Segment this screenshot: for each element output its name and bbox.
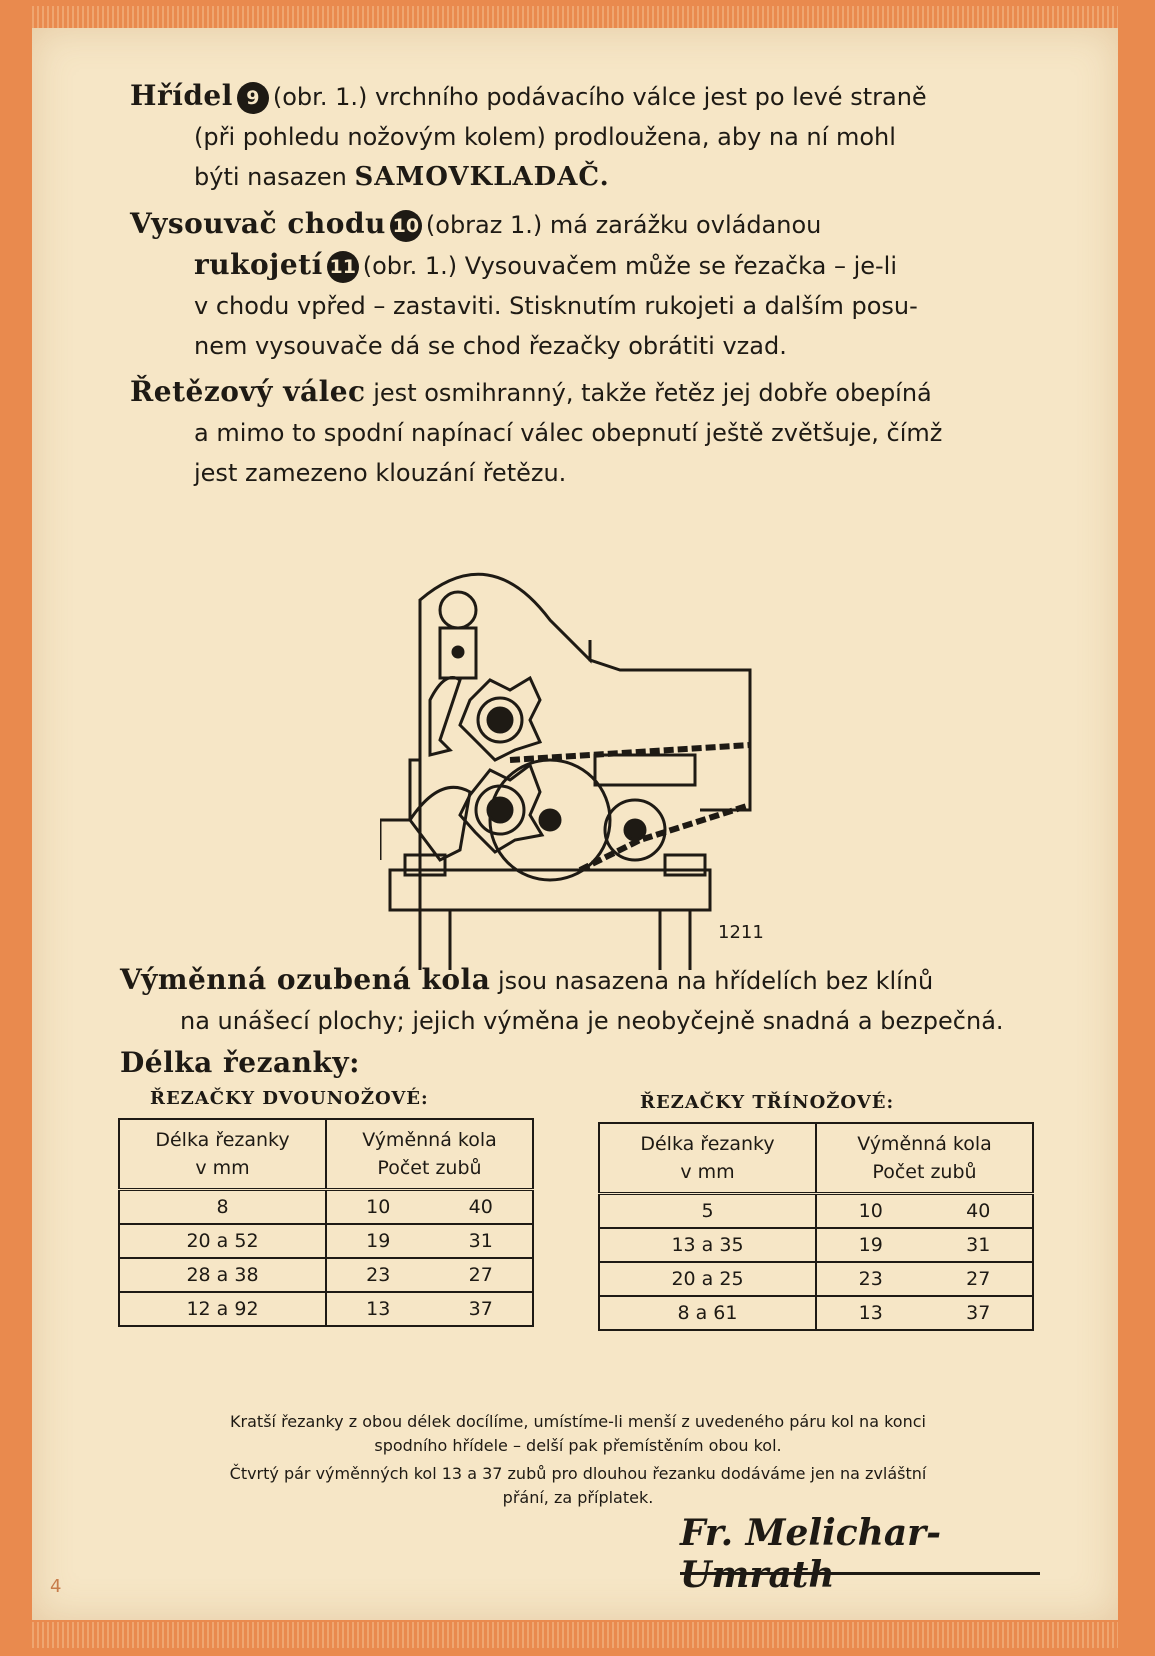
note-fourth-pair: Čtvrtý pár výměnných kol 13 a 37 zubů pro dlouhou řezanku dodáváme jen na zvláštní přání, za příplatek. [229,1464,927,1507]
table-dvounozove: Délka řezanky v mm Výměnná kola Počet zubů 8 10 40 20 a 52 19 31 28 a 38 23 27 12 a 92 13 37 [118,1118,534,1327]
page-number: 4 [50,1576,62,1597]
table-left-title: ŘEZAČKY DVOUNOŽOVÉ: [150,1088,429,1109]
term-vysouvac-chodu: Vysouvač chodu [130,207,386,240]
table-row: 12 a 92 13 37 [119,1292,533,1326]
paragraph-hridel: Hřídel 9 (obr. 1.) vrchního podávacího válce jest po levé straně (při pohledu nožovým kolem) prodloužena, aby na ní mohl býti nasazen SAMOVKLADAČ. [130,79,927,192]
note-shorter-cut: Kratší řezanky z obou délek docílíme, umístíme-li menší z uvedeného páru kol na konci spodního hřídele – delší pak přemístěním obou kol. [230,1412,926,1455]
callout-10: 10 [390,210,422,242]
bottom-border [32,1622,1118,1648]
table-row: 8 a 61 13 37 [599,1296,1033,1330]
table-row: 5 10 40 [599,1194,1033,1229]
machine-drawing [380,560,800,980]
signature: Fr. Melichar-Umrath [680,1512,1040,1575]
table-row: 20 a 52 19 31 [119,1224,533,1258]
term-rukojeti: rukojetí [194,248,323,281]
table-row: 20 a 25 23 27 [599,1262,1033,1296]
top-border [32,6,1118,28]
term-vymenna-kola: Výměnná ozubená kola [120,963,491,996]
callout-9: 9 [237,82,269,114]
figure-number: 1211 [718,922,764,943]
table-row: 28 a 38 23 27 [119,1258,533,1292]
table-row: 8 10 40 [119,1190,533,1225]
term-retezovy-valec: Řetězový válec [130,375,366,408]
table-row: 13 a 35 19 31 [599,1228,1033,1262]
paragraph-retezovy-valec: Řetězový válec jest osmihranný, takže řetěz jej dobře obepíná a mimo to spodní napínací válec obepnutí ještě zvětšuje, čímž jest zamezeno klouzání řetězu. [130,375,943,487]
section-title: Délka řezanky: [120,1046,360,1079]
term-hridel: Hřídel [130,79,233,112]
callout-11: 11 [327,251,359,283]
table-trinozove: Délka řezanky v mm Výměnná kola Počet zubů 5 10 40 13 a 35 19 31 20 a 25 23 27 8 a 61 13 37 [598,1122,1034,1331]
paragraph-vysouvac: Vysouvač chodu 10 (obraz 1.) má zarážku ovládanou rukojetí 11 (obr. 1.) Vysouvačem může se řezačka – je-li v chodu vpřed – zastaviti. Stisknutím rukojeti a dalším posu- nem vysouvače dá se chod řezačky obrátiti vzad. [130,207,918,360]
table-right-title: ŘEZAČKY TŘÍNOŽOVÉ: [640,1092,895,1113]
paragraph-vymenna-kola: Výměnná ozubená kola jsou nasazena na hřídelích bez klínů na unášecí plochy; jejich výměna je neobyčejně snadná a bezpečná. [120,963,1004,1035]
term-samovkladac: SAMOVKLADAČ. [354,162,610,192]
